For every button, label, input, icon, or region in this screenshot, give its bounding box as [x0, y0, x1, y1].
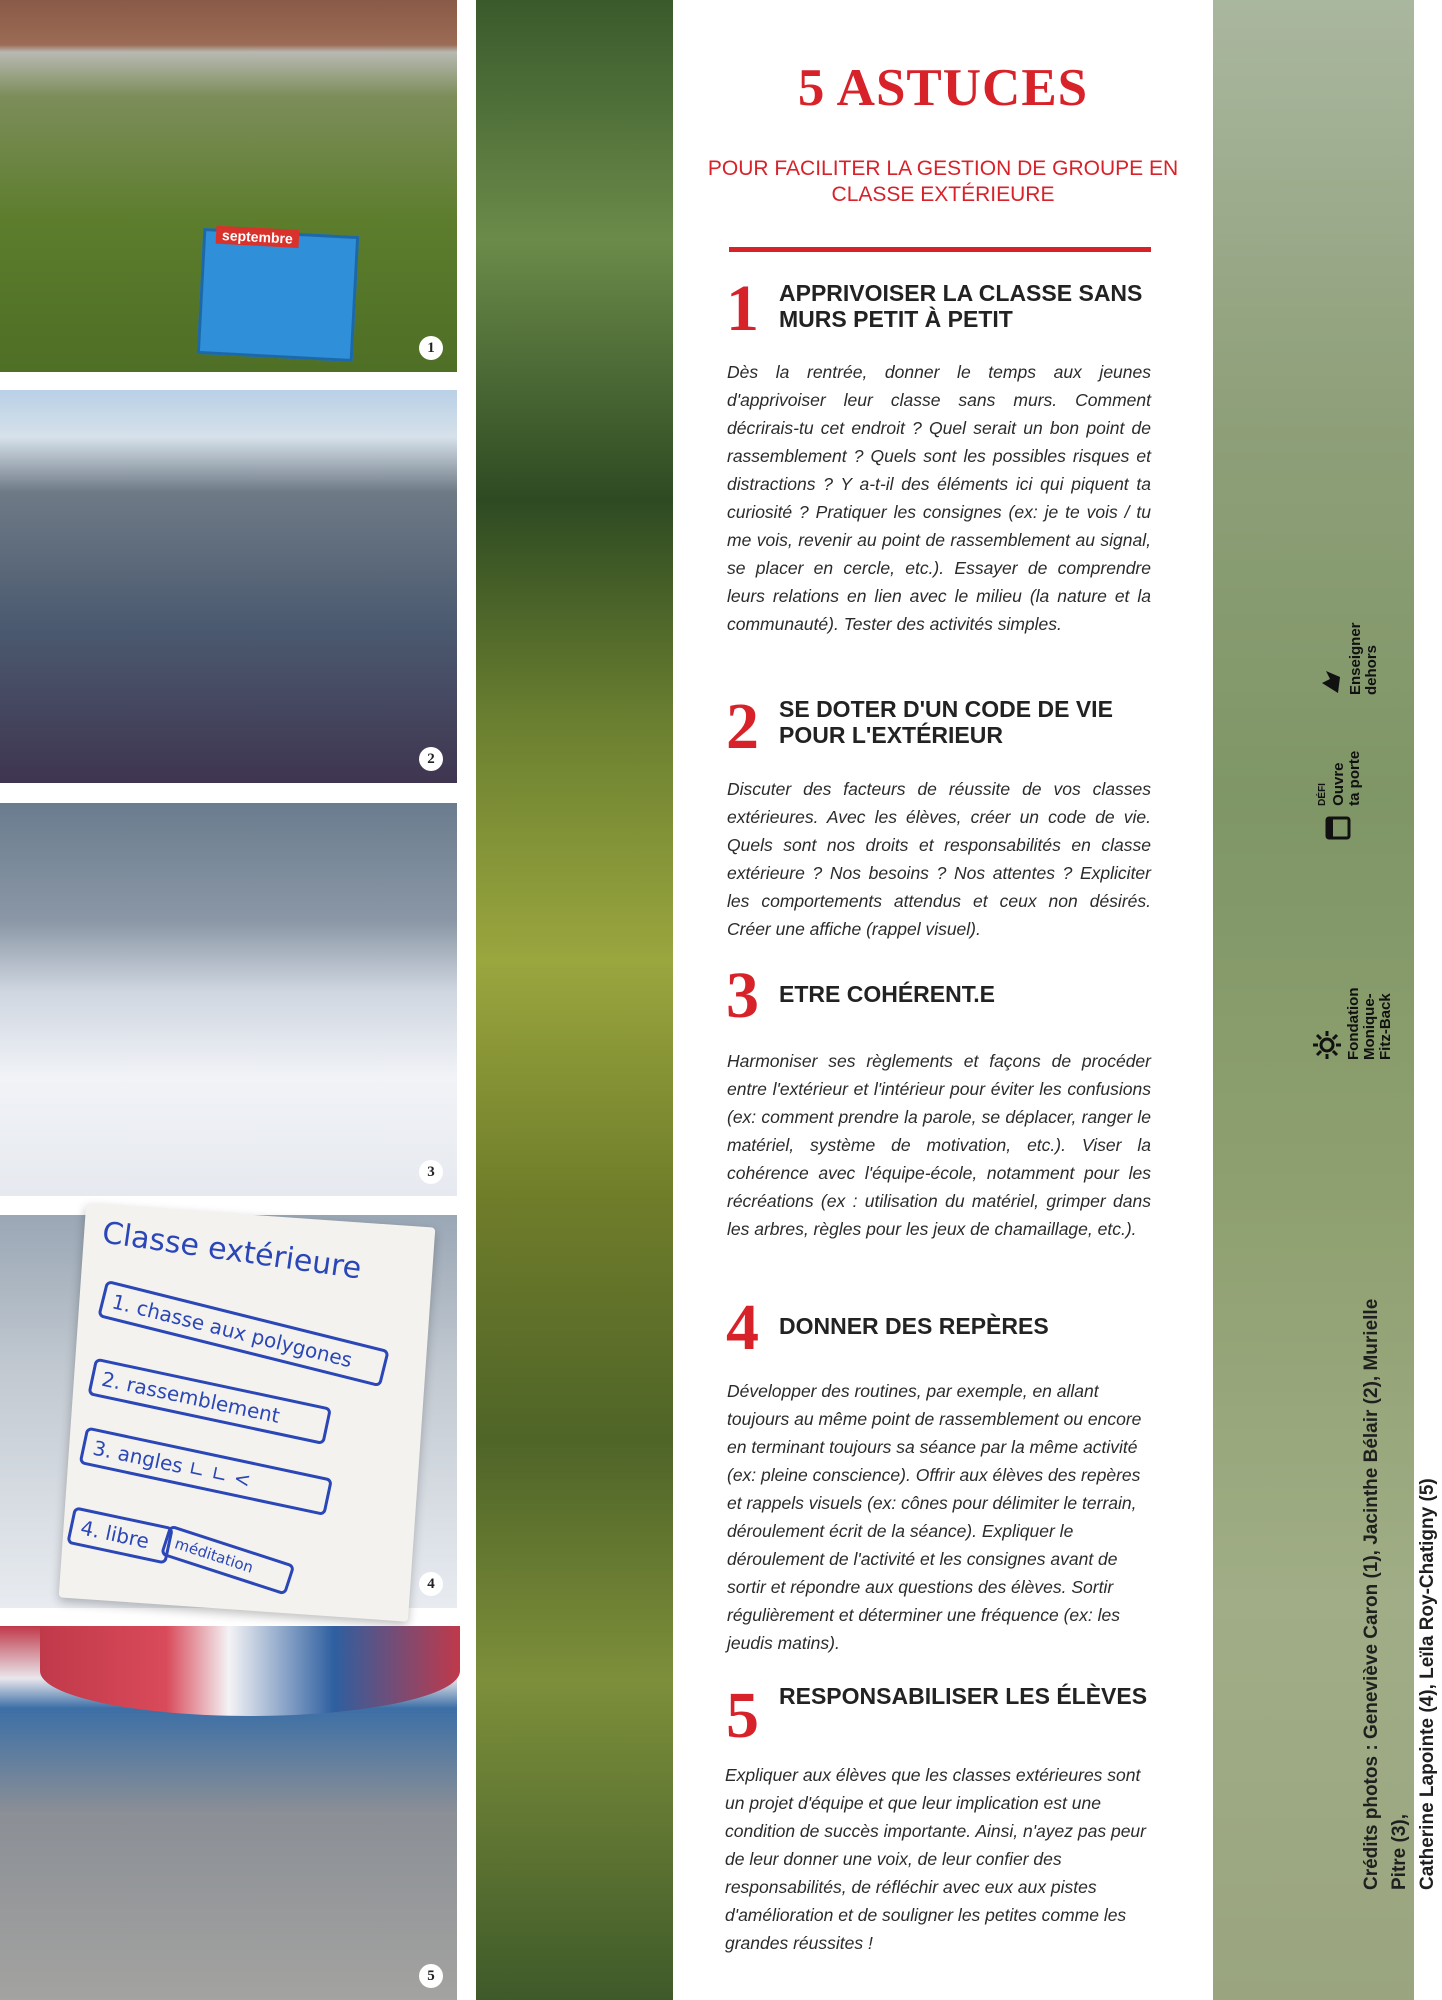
- logo-text: Monique-: [1361, 993, 1378, 1060]
- tip-body: Harmoniser ses règlements et façons de procéder entre l'extérieur et l'intérieur pour éviter les confusions (ex: comment prendre la parole, se déplacer, ranger le matériel, système de motivation, etc.). Viser la cohérence avec l'équipe-école, notamment pour les récréations (ex : utilisation du matériel, grimper dans les arbres, règles pour les jeux de chamaillage, etc.).: [727, 1051, 1151, 1239]
- sign-item: 3. angles ∟ ∟ <: [79, 1426, 333, 1516]
- sign-title: Classe extérieure: [100, 1215, 364, 1287]
- title-divider: [729, 247, 1151, 252]
- logo-text: ta porte: [1346, 750, 1363, 806]
- logo-text: DÉFI: [1317, 783, 1328, 806]
- dome-tent: [40, 1626, 460, 1716]
- photo-snow-firepit: [0, 803, 457, 1196]
- calendar-month: septembre: [216, 226, 300, 248]
- logo-enseigner-dehors: [1318, 599, 1380, 695]
- logo-defi-ouvre-ta-porte: [1315, 751, 1363, 840]
- photo-credits: [1358, 1290, 1442, 1890]
- logo-fondation-monique-fitz-back: [1312, 958, 1394, 1060]
- tip-number: 1: [726, 272, 759, 345]
- logo-text: Fitz-Back: [1377, 993, 1394, 1060]
- logo-text: Fondation: [1345, 987, 1362, 1060]
- photo-number-badge: 4: [419, 1572, 443, 1596]
- tip-body: Développer des routines, par exemple, en allant toujours au même point de rassemblement ou encore en terminant toujours sa séance par la même activité (ex: pleine conscience). Offrir aux élèves des repères et rappels visuels (ex: cônes pour délimiter le terrain, déroulement écrit de la séance). Expliquer le déroulement de l'activité et les consignes avant de sortir et répondre aux questions des élèves. Sortir régulièrement et déterminer une fréquence (ex: les jeudis matins).: [727, 1381, 1142, 1653]
- photo-children-circle: [0, 0, 457, 372]
- moss-photo-strip: [476, 0, 673, 2000]
- photo-number-badge: 3: [419, 1160, 443, 1184]
- page-title: 5 ASTUCES: [797, 59, 1089, 117]
- tip-heading: APPRIVOISER LA CLASSE SANS MURS PETIT À PETIT: [779, 280, 1143, 332]
- logo-text: Enseigner: [1347, 622, 1364, 695]
- bird-icon: [1318, 669, 1348, 695]
- tip-number: 3: [726, 959, 759, 1032]
- tip-body: Discuter des facteurs de réussite de vos classes extérieures. Avec les élèves, créer un code de vie. Quels sont nos droits et responsabilités en classe extérieure ? Nos besoins ? Nos attentes ? Expliciter les comportements attendus et ceux non désirés. Créer une affiche (rappel visuel).: [727, 779, 1151, 939]
- sign-item: 1. chasse aux polygones: [97, 1280, 390, 1388]
- photo-teacher-selfie: [0, 390, 457, 783]
- whiteboard-sign: [59, 1203, 436, 1621]
- tip-heading: DONNER DES REPÈRES: [779, 1313, 1049, 1339]
- tip-heading: SE DOTER D'UN CODE DE VIE POUR L'EXTÉRIEUR: [779, 696, 1113, 748]
- photo-outdoor-class-sign: [0, 1215, 457, 1608]
- tip-number: 5: [726, 1679, 759, 1752]
- credits-line: Crédits photos : Geneviève Caron (1), Jacinthe Bélair (2), Murielle Pitre (3),: [1361, 1298, 1410, 1890]
- sign-item: méditation: [160, 1524, 295, 1595]
- logo-text: dehors: [1363, 644, 1380, 695]
- tip-heading: ETRE COHÉRENT.E: [779, 981, 995, 1007]
- sign-item: 2. rassemblement: [87, 1358, 332, 1445]
- sign-item: 4. libre: [66, 1506, 174, 1564]
- photo-number-badge: 1: [419, 336, 443, 360]
- calendar-board: [197, 228, 359, 362]
- tip-number: 4: [726, 1291, 759, 1364]
- tip-number: 2: [726, 690, 759, 763]
- page-subtitle: POUR FACILITER LA GESTION DE GROUPE EN CLASSE EXTÉRIEURE: [707, 157, 1179, 206]
- photo-number-badge: 5: [419, 1964, 443, 1988]
- door-icon: [1323, 816, 1355, 840]
- photo-number-badge: 2: [419, 747, 443, 771]
- tips-panel: [673, 0, 1213, 2000]
- credits-line: Catherine Lapointe (4), Leïla Roy-Chatigny (5): [1417, 1478, 1438, 1890]
- photo-children-dome: [0, 1626, 457, 2000]
- logo-text: Ouvre: [1330, 762, 1347, 806]
- tip-body: Expliquer aux élèves que les classes extérieures sont un projet d'équipe et que leur implication est une condition de succès importante. Ainsi, n'ayez pas peur de leur donner une voix, de leur confier des responsabilités, de réfléchir avec eux aux pistes d'amélioration et de souligner les petites comme les grandes réussites !: [725, 1765, 1146, 1953]
- sun-leaf-icon: [1312, 1030, 1346, 1060]
- tip-body: Dès la rentrée, donner le temps aux jeunes d'apprivoiser leur classe sans murs. Comment décrirais-tu cet endroit ? Quel serait un bon point de rassemblement ? Quels sont les possibles risques et distractions ? Y a-t-il des éléments ici qui piquent ta curiosité ? Pratiquer les consignes (ex: je te vois / tu me vois, revenir au point de rassemblement au signal, se placer en cercle, etc.). Essayer de comprendre leurs relations en lien avec le milieu (la nature et la communauté). Tester des activités simples.: [727, 362, 1151, 634]
- tip-heading: RESPONSABILISER LES ÉLÈVES: [779, 1683, 1148, 1709]
